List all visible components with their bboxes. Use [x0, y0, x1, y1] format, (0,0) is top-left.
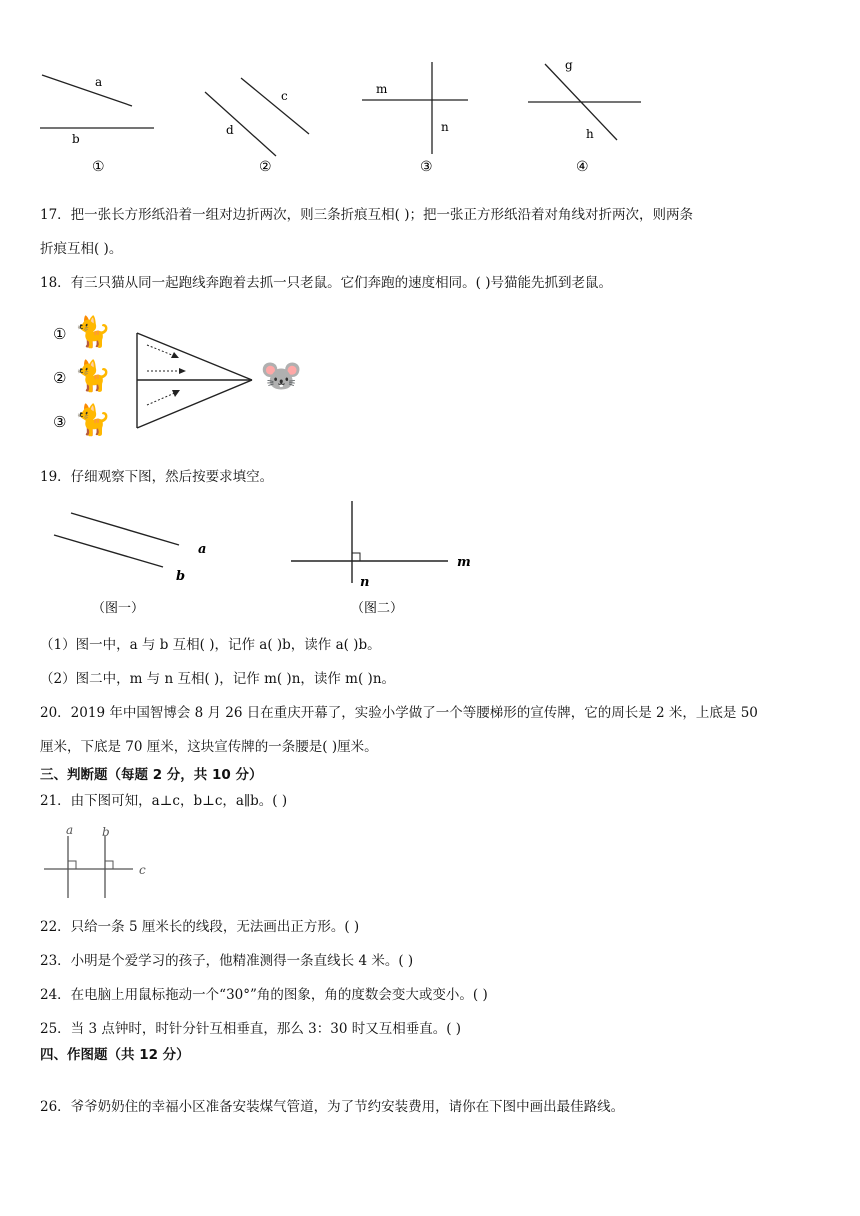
fig1-caption: （图一）	[92, 601, 145, 616]
section4-title: 四、作图题（共 12 分）	[40, 1047, 190, 1063]
q19-sub1: （1）图一中，a 与 b 互相( )，记作 a( )b，读作 a( )b。	[40, 637, 381, 653]
cat-number-2: ②	[53, 369, 67, 387]
q21-text: 21．由下图可知，a⊥c，b⊥c，a∥b。( )	[40, 793, 288, 809]
label-h: h	[586, 127, 594, 141]
q20-line2: 厘米，下底是 70 厘米，这块宣传牌的一条腰是( )厘米。	[40, 739, 378, 755]
label-a: a	[95, 75, 103, 89]
q17-line1: 17．把一张长方形纸沿着一组对边折两次，则三条折痕互相( )；把一张正方形纸沿着对角线对折两次，则两条	[40, 207, 694, 223]
cat-number-3: ③	[53, 413, 67, 431]
q21-figure	[40, 822, 170, 900]
number-1: ①	[92, 159, 105, 175]
label-b: b	[102, 825, 110, 839]
label-g: g	[565, 58, 573, 72]
cat-icon: 🐈	[74, 403, 112, 438]
label-c: c	[281, 89, 288, 103]
fig1-line-a	[71, 513, 179, 545]
section3-title: 三、判断题（每题 2 分，共 10 分）	[40, 767, 263, 783]
q19-figures	[40, 495, 500, 625]
q18-text: 18．有三只猫从同一起跑线奔跑着去抓一只老鼠。它们奔跑的速度相同。( )号猫能先抓到老鼠。	[40, 275, 613, 291]
line-a	[42, 75, 132, 106]
fig1-label-b: b	[176, 569, 186, 584]
fig1-label-a: a	[198, 542, 207, 557]
number-3: ③	[420, 159, 433, 175]
right-angle-b	[105, 861, 113, 869]
arrow-1-head	[171, 352, 179, 358]
fig2-label-n: n	[360, 575, 370, 590]
label-a: a	[66, 823, 74, 837]
q17-line2: 折痕互相( )。	[40, 241, 123, 257]
q20-line1: 20．2019 年中国智博会 8 月 26 日在重庆开幕了，实验小学做了一个等腰梯形的宣传牌，它的周长是 2 米，上底是 50	[40, 705, 758, 721]
fig2-caption: （图二）	[351, 601, 404, 616]
number-2: ②	[259, 159, 272, 175]
label-b: b	[72, 132, 80, 146]
cat-icon: 🐈	[74, 315, 112, 350]
cat-icon: 🐈	[74, 359, 112, 394]
right-angle-a	[68, 861, 76, 869]
number-4: ④	[576, 159, 589, 175]
q19-sub2: （2）图二中，m 与 n 互相( )，记作 m( )n，读作 m( )n。	[40, 671, 396, 687]
label-m: m	[376, 82, 388, 96]
q24-text: 24．在电脑上用鼠标拖动一个“30°”角的图象，角的度数会变大或变小。( )	[40, 987, 488, 1003]
q19-text: 19．仔细观察下图，然后按要求填空。	[40, 469, 274, 485]
q22-text: 22．只给一条 5 厘米长的线段，无法画出正方形。( )	[40, 919, 360, 935]
label-d: d	[226, 123, 234, 137]
fig2-label-m: m	[457, 555, 471, 570]
fig1-line-b	[54, 535, 163, 567]
line-d	[205, 92, 276, 156]
q23-text: 23．小明是个爱学习的孩子，他精准测得一条直线长 4 米。( )	[40, 953, 414, 969]
arrow-2-head	[179, 368, 186, 374]
arrow-3	[147, 392, 177, 405]
line-c	[241, 78, 309, 134]
path-bottom	[137, 380, 252, 428]
path-top	[137, 333, 252, 380]
label-c: c	[139, 863, 146, 877]
cat-number-1: ①	[53, 325, 67, 343]
q26-text: 26．爷爷奶奶住的幸福小区准备安装煤气管道，为了节约安装费用，请你在下图中画出最佳路线。	[40, 1099, 625, 1115]
label-n: n	[441, 120, 449, 134]
right-angle-mark	[352, 553, 360, 561]
q25-text: 25．当 3 点钟时，时针分针互相垂直，那么 3：30 时又互相垂直。( )	[40, 1021, 462, 1037]
q16-figure	[0, 50, 860, 180]
mouse-icon: 🐭	[260, 356, 303, 396]
